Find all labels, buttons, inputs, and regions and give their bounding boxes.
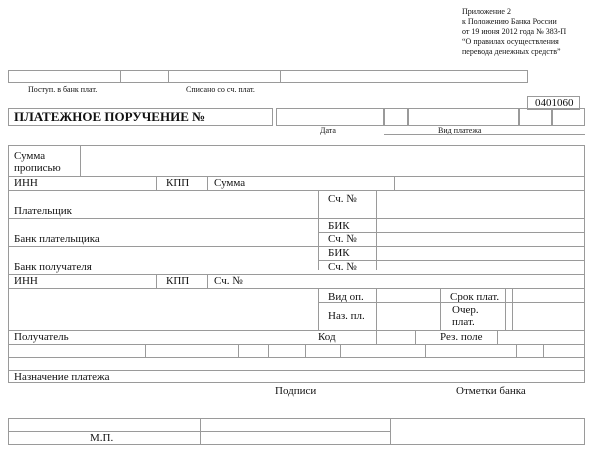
header-spacer xyxy=(280,70,528,83)
received-label: Поступ. в банк плат. xyxy=(28,85,98,94)
stamp-field xyxy=(8,418,201,432)
payee-account-label: Сч. № xyxy=(214,275,243,287)
payment-type-label: Вид платежа xyxy=(438,126,482,135)
bank-marks-field xyxy=(390,418,585,445)
payee-label: Получатель xyxy=(14,331,69,343)
payer-account-label: Сч. № xyxy=(328,193,357,205)
payment-type-field[interactable] xyxy=(408,108,519,126)
status-field[interactable] xyxy=(552,108,585,126)
payee-bank-label: Банк получателя xyxy=(14,261,92,273)
appendix-line: к Положению Банка России xyxy=(462,17,557,26)
signature-field-2[interactable] xyxy=(200,431,391,445)
payee-kpp-label: КПП xyxy=(166,275,190,287)
purpose-label: Назначение платежа xyxy=(14,371,110,383)
main-form-frame xyxy=(8,145,585,383)
appendix-line: от 19 июня 2012 года № 383-П xyxy=(462,27,567,36)
payer-account-field[interactable] xyxy=(378,192,583,217)
payer-bik-label: БИК xyxy=(328,220,350,232)
date-field[interactable] xyxy=(276,108,384,126)
document-title: ПЛАТЕЖНОЕ ПОРУЧЕНИЕ № xyxy=(14,109,206,124)
stamp-label: М.П. xyxy=(90,432,114,444)
received-date-field[interactable] xyxy=(8,70,121,83)
date-label: Дата xyxy=(320,126,336,135)
appendix-line: перевода денежных средств” xyxy=(462,47,561,56)
amount-label: Сумма xyxy=(214,177,246,189)
title-spacer xyxy=(384,108,408,126)
payee-bank-account-label: Сч. № xyxy=(328,261,357,273)
priority-label: Очер. xyxy=(452,304,479,316)
appendix-line: “О правилах осуществления xyxy=(462,37,559,46)
payer-name-field[interactable] xyxy=(10,192,316,206)
payer-bank-account-label: Сч. № xyxy=(328,233,357,245)
payer-inn-label: ИНН xyxy=(14,177,38,189)
payee-bik-label: БИК xyxy=(328,247,350,259)
term-label: Срок плат. xyxy=(450,291,500,303)
payee-inn-label: ИНН xyxy=(14,275,38,287)
amount-words-field[interactable] xyxy=(82,147,582,175)
debited-label: Списано со сч. плат. xyxy=(186,85,255,94)
bank-marks-label: Отметки банка xyxy=(456,385,526,397)
payer-label: Плательщик xyxy=(14,205,72,217)
amount-words-label: прописью xyxy=(14,162,61,174)
signature-field-1[interactable] xyxy=(200,418,391,432)
payer-bank-label: Банк плательщика xyxy=(14,233,100,245)
form-code: 0401060 xyxy=(535,97,574,109)
priority-label: плат. xyxy=(452,316,475,328)
purpose-field[interactable] xyxy=(10,358,582,370)
title-spacer xyxy=(519,108,552,126)
signatures-label: Подписи xyxy=(275,385,317,397)
reserve-field-label: Рез. поле xyxy=(440,331,483,343)
amount-words-label: Сумма xyxy=(14,150,46,162)
received-spacer xyxy=(120,70,169,83)
payer-kpp-label: КПП xyxy=(166,177,190,189)
op-type-label: Вид оп. xyxy=(328,291,364,303)
code-label: Код xyxy=(318,331,336,343)
appendix-line: Приложение 2 xyxy=(462,7,511,16)
debited-date-field[interactable] xyxy=(168,70,281,83)
purpose-code-label: Наз. пл. xyxy=(328,310,365,322)
